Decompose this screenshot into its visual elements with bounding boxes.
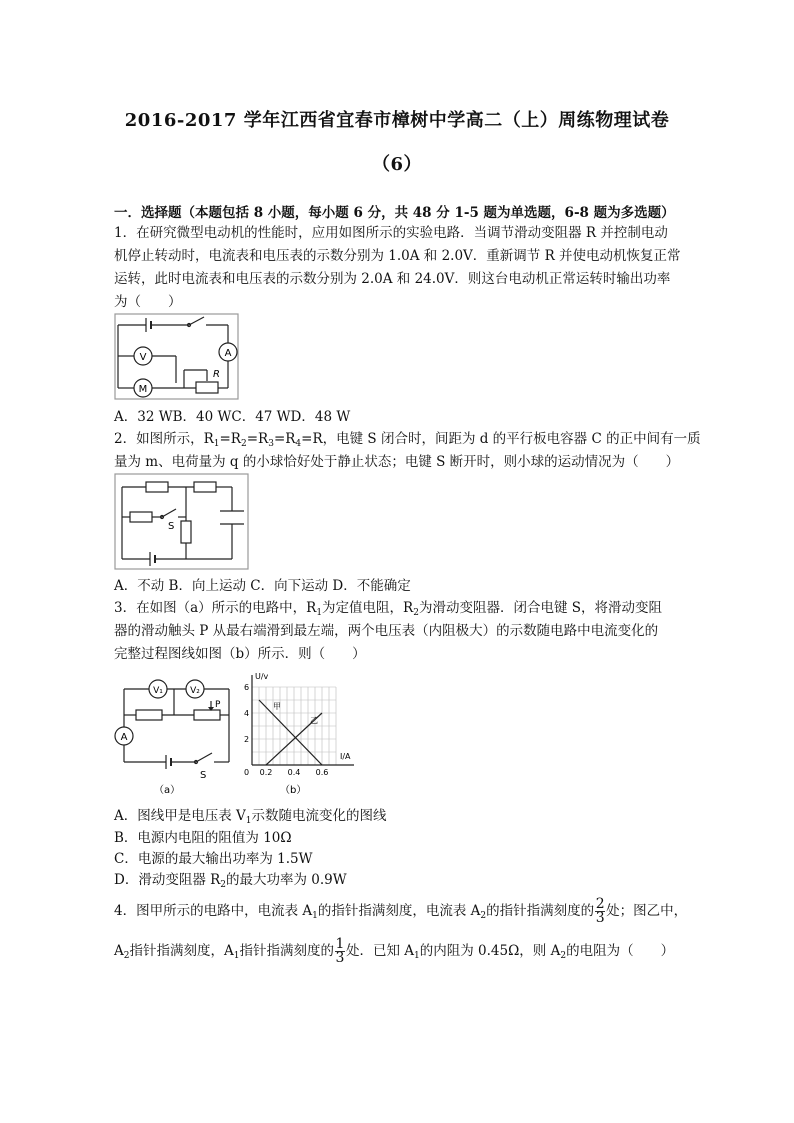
sub-4: 4 [295,439,302,449]
sub-a1: 1 [312,911,318,921]
q1-line-1: 1．在研究微型电动机的性能时，应用如图所示的实验电路．当调节滑动变阻器 R 并控制电动 [114,225,668,241]
q4-text-j: 的电阻为（ ） [566,943,675,959]
frac2-den: 3 [335,950,345,966]
y-tick-6: 6 [244,683,250,692]
section-header: 一．选择题（本题包括 8 小题，每小题 6 分，共 48 分 1-5 题为单选题，6-8 题为多选题） [114,205,675,221]
q3-option-d [114,870,347,890]
fig-a-caption: （a） [154,785,181,796]
paper-title: 2016-2017 学年江西省宜春市樟树中学高二（上）周练物理试卷 [124,110,670,131]
frac1-num: 2 [595,896,605,912]
q2-text-b: =R，电键 S 闭合时，间距为 d 的平行板电容器 C 的正中间有一质 [301,431,701,447]
sub-a2: 2 [480,911,487,921]
sub-v1: 1 [245,816,252,826]
ammeter-label: A [224,348,232,359]
sub-a2-b: 2 [123,951,130,961]
frac1-den: 3 [595,910,605,926]
q1-options: A．32 WB．40 WC．47 WD．48 W [114,409,351,425]
q3-text-b: 为定值电阻，R [322,600,414,616]
q3-line-2: 器的滑动触头 P 从最右端滑到最左端，两个电压表（内阻极大）的示数随电路中电流变化的 [114,623,659,639]
q3-option-b: B．电源内电阻的阻值为 10Ω [114,830,292,846]
p-label: P [215,700,221,710]
q1-line-4: 为（ ） [114,294,182,310]
q2-text-a: 2．如图所示，R [114,431,214,447]
q4-text-d: 处；图乙中， [606,903,688,919]
q2-circuit-figure [114,473,250,571]
sub-3: 3 [268,439,274,449]
q4-text-b: 的指针指满刻度，电流表 A [317,903,481,919]
fraction-one-third [335,938,345,965]
q4-line-1 [114,898,687,925]
q4-text-g: 指针指满刻度的 [239,943,334,959]
q2-line-1: 2．如图所示，$R_1=R_2=R_3=R_4=R$，电键 S 闭合时，间距为 d 的平行板电容器 C 的正中间有一质 [114,431,701,449]
sub-2: 2 [240,439,247,449]
s-label: S [200,770,207,781]
q2-line-2: 量为 m、电荷量为 q 的小球恰好处于静止状态；电键 S 断开时，则小球的运动情况为（ ） [114,454,680,470]
sub-r1: 1 [316,608,323,618]
q4-text-e: A [114,943,124,959]
sub-rd2: 2 [220,880,227,890]
origin-label: 0 [244,768,250,777]
sub-a2-c: 2 [560,951,567,961]
q3-line-1 [114,598,662,618]
switch-label: S [168,521,175,532]
q4-text-f: 指针指满刻度，A [129,943,234,959]
ammeter-a-label: A [120,732,128,743]
x-tick-0.6: 0.6 [315,768,329,777]
v1-label: V₁ [153,686,163,696]
paper-title-number: （6） [371,154,423,175]
graph-xlabel: I/A [340,752,351,761]
voltmeter-label: V [139,352,147,363]
fraction-two-thirds [595,898,605,925]
q3-text-c: 为滑动变阻器．闭合电键 S，将滑动变阻 [418,600,662,616]
frac2-num: 1 [335,936,345,952]
q3-option-a [114,806,387,826]
q1-line-3: 运转，此时电流表和电压表的示数分别为 2.0A 和 24.0V．则这台电动机正常运转时输出功率 [114,271,671,287]
q3-text-a: 3．在如图（a）所示的电路中，R [114,600,317,616]
q2-options: A．不动 B．向上运动 C．向下运动 D．不能确定 [114,578,411,594]
q1-circuit-figure [114,313,240,401]
q3-option-c: C．电源的最大输出功率为 1.5W [114,851,313,867]
v2-label: V₂ [190,686,200,696]
motor-label: M [138,384,148,395]
q3-opt-d-text: D．滑动变阻器 R [114,872,221,888]
graph-ylabel: U/v [255,672,269,681]
q4-text-a: 4．图甲所示的电路中，电流表 A [114,903,313,919]
sub-a1-b: 1 [233,951,240,961]
q3-line-3: 完整过程图线如图（b）所示．则（ ） [114,646,366,662]
sub-a1-c: 1 [414,951,420,961]
q3-opt-a-text: A．图线甲是电压表 V [114,808,246,824]
x-tick-0.4: 0.4 [287,768,301,777]
q4-text-h: 处．已知 A [345,943,415,959]
sub-r2: 2 [413,608,419,618]
x-tick-0.2: 0.2 [259,768,273,777]
y-tick-4: 4 [244,709,250,718]
fig-b-caption: （b） [280,785,307,796]
line-yi-label: 乙 [310,716,318,725]
line-jia-label: 甲 [273,702,281,711]
q4-line-2 [114,938,674,965]
q3-opt-d-text-2: 的最大功率为 0.9W [226,872,347,888]
q4-text-i: 的内阻为 0.45Ω，则 A [419,943,561,959]
q3-opt-a-text-2: 示数随电流变化的图线 [251,808,387,824]
q4-text-c: 的指针指满刻度的 [486,903,595,919]
sub-1: 1 [213,439,220,449]
rheostat-label: R [213,369,220,380]
q3-figure [114,667,364,800]
q1-line-2: 机停止转动时，电流表和电压表的示数分别为 1.0A 和 2.0V．重新调节 R 并使电动机恢复正常 [114,248,681,264]
y-tick-2: 2 [244,735,250,744]
